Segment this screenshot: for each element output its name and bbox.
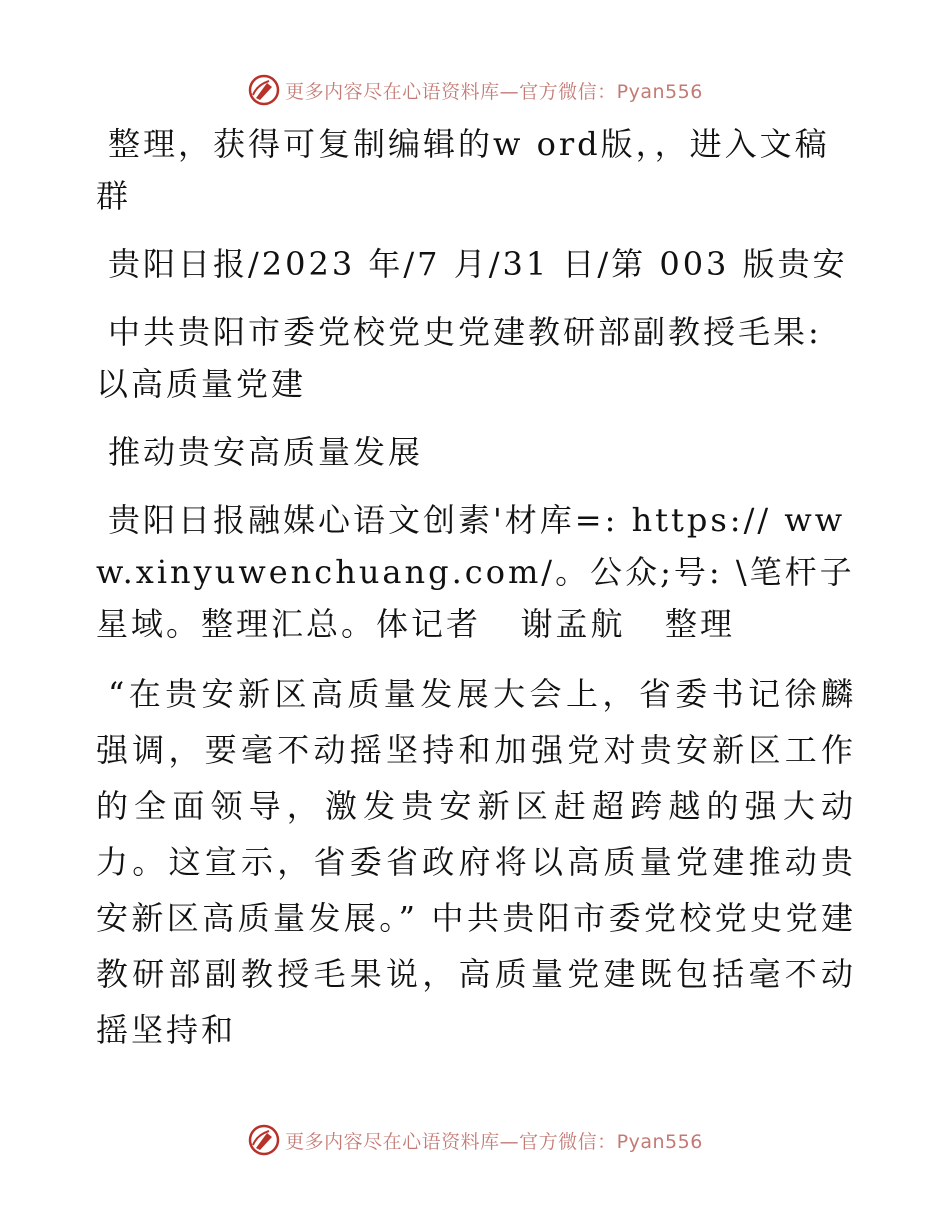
footer-watermark-banner: [0, 1122, 950, 1158]
byline-paragraph: 贵阳日报融媒心语文创素'材库=: https:// www.xinyuwenchuang.com/。公众;号: \笔杆子星域。整理汇总。体记者 谢孟航 整理: [96, 501, 855, 643]
document-body: [96, 118, 856, 1058]
source-line: 贵阳日报/2023 年/7 月/31 日/第 003 版贵安: [108, 245, 848, 283]
pen-nib-icon: [247, 1123, 281, 1157]
watermark-text: 更多内容尽在心语资料库—官方微信：Pyan556: [285, 80, 703, 103]
article-body-paragraph: “在贵安新区高质量发展大会上，省委书记徐麟强调，要毫不动摇坚持和加强党对贵安新区工作的全面领导，激发贵安新区赶超跨越的强大动力。这宣示，省委省政府将以高质量党建推动贵安新区高质量发展。” 中共贵阳市委党校党史党建教研部副教授毛果说，高质量党建既包括毫不动摇坚持和: [96, 675, 856, 1049]
article-title-line-2: 推动贵安高质量发展: [108, 433, 424, 471]
intro-paragraph: 整理，获得可复制编辑的w ord版，，进入文稿群: [96, 125, 830, 215]
article-title-line-1: 中共贵阳市委党校党史党建教研部副教授毛果:以高质量党建: [96, 313, 822, 403]
header-watermark-banner: [0, 72, 950, 108]
pen-nib-icon: [247, 73, 281, 107]
watermark-text: 更多内容尽在心语资料库—官方微信：Pyan556: [285, 1130, 703, 1153]
